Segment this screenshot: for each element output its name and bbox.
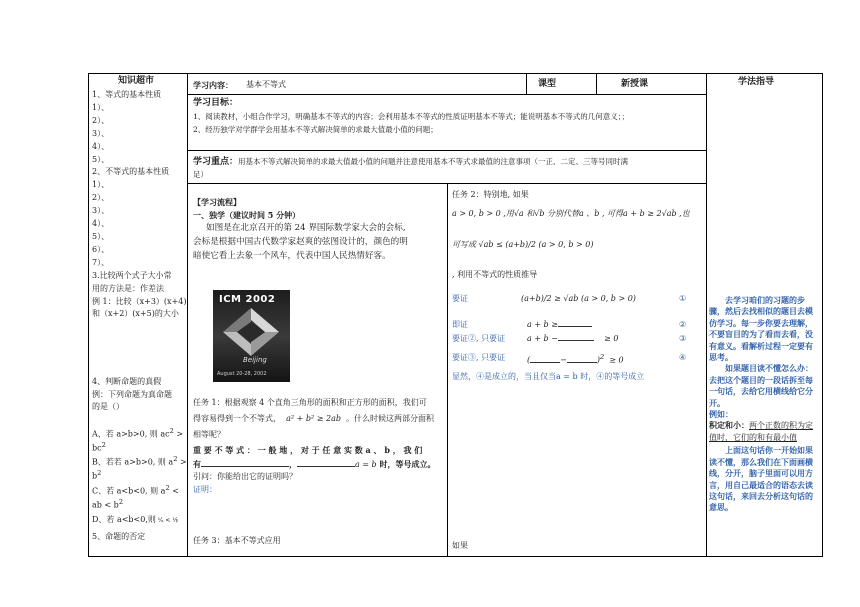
need-prove-label: 要证	[452, 294, 468, 303]
task2: 任务 2：特别地, 如果	[452, 190, 529, 199]
guide-paragraph-3: 上面这句话你一开始如果读不懂，那么我们在下面画横线，分开，脑子里面可以用方言，用自己最适合的语态去读这句话，来回去分析这句话的意思。	[709, 445, 813, 513]
task1-line1: 任务 1：根据观察 4 个直角三角形的面积和正方形的面积，我们可	[193, 398, 427, 407]
list-item: 1）、	[92, 102, 110, 112]
list-item: 7）、	[92, 257, 110, 267]
icm-logo	[213, 290, 290, 382]
step3-number: ③	[679, 334, 687, 343]
task1-line3: 相等呢？	[193, 430, 225, 439]
guide-paragraph-1: 去学习咱们的习题的步骤，然后去找相似的题目去模仿学习。每一步你要去理解，不要盲目的为了看而去看，没有意义。看解析过程一定要有思考。	[709, 295, 813, 363]
focus-line1: 学习重点：用基本不等式解决简单的求最大值最小值的问题并注意使用基本不等式求最值的注意事项（一正、二定、三等号同时满	[193, 157, 629, 167]
option-b-line1: B、若若 a>b>0, 则 $a^2$ >	[92, 455, 187, 467]
table-border-left	[88, 73, 89, 557]
task1-line2: 得容易得到一个不等式， a² + b² ≥ 2ab 。什么时候这两部分面积	[193, 414, 435, 423]
list-item: 4、判断命题的真假	[92, 377, 162, 386]
header-divider-1	[526, 73, 527, 95]
pinwheel-icon	[221, 306, 281, 358]
list-item: 6）、	[92, 244, 110, 254]
list-item: 1）、	[92, 180, 110, 190]
col-divider-middle	[447, 183, 448, 557]
inequality-formula: a² + b² ≥ 2ab	[283, 414, 344, 423]
conclusion: 显然，④是成立的，当且仅当a = b 时，④的等号成立	[452, 372, 645, 381]
goals-row-bottom	[187, 150, 706, 151]
focus-row-bottom	[187, 183, 706, 184]
list-item: 2、不等式的基本性质	[92, 167, 170, 177]
list-item: 4）、	[92, 141, 110, 151]
guide-example-label: 例如：	[709, 409, 733, 420]
list-item: 2）、	[92, 115, 110, 125]
flow-para1: 如图是在北京召开的第 24 界国际数学家大会的会标,	[206, 223, 406, 233]
guide-paragraph-2: 如果题目读不懂怎么办：去把这个题目的一段话拆至每一句话，去给它用横线给它分开。	[709, 363, 813, 408]
list-item: 和（x+2）(x+5)的大小	[92, 309, 179, 319]
step2-number: ②	[679, 320, 687, 329]
list-item: 3）、	[92, 206, 110, 216]
table-border-top	[88, 73, 823, 74]
content-label: 学习内容：	[193, 80, 233, 90]
list-item: 4）、	[92, 219, 110, 229]
list-item: 1、等式的基本性质	[92, 90, 162, 99]
col-divider-left	[187, 73, 188, 557]
col-divider-guide	[706, 73, 707, 557]
list-item: 5）、	[92, 154, 110, 164]
task3: 任务 3：基本不等式应用	[193, 536, 281, 545]
task2-line4: , 利用不等式的性质推导	[452, 270, 538, 279]
goals-line2: 2、经历独学对学群学会用基本不等式解决简单的求最大值最小值的问题；	[193, 125, 438, 134]
type-value: 新授课	[621, 79, 649, 89]
guide-rule: 积定和小：两个正数的积为定值时，它们的和有最小值	[709, 420, 813, 442]
flow-solo: 一、独学（建议时间 5 分钟）	[193, 210, 301, 220]
important-line1: 重 要 不 等 式 ： 一 般 地 ， 对 于 任 意 实 数 a 、 b ， 我 们	[193, 445, 423, 455]
intro-question: 引问：你能给出它的证明吗？	[193, 472, 297, 481]
step1-number: ①	[679, 294, 687, 303]
left-judge-question	[92, 376, 172, 414]
guide-header: 学法指导	[738, 77, 775, 87]
blank-1[interactable]	[201, 466, 289, 467]
ji-zheng-label: 即证	[452, 320, 468, 329]
blank-4[interactable]	[558, 340, 594, 341]
table-border-bottom	[88, 556, 823, 557]
need2-label: 要证②, 只要证	[452, 334, 506, 343]
option-c-line1: C、若 a<b<0, 则 $a^2$ <	[92, 483, 179, 496]
option-a-line1: A、若 a>b>0, 则 $ac^2$ >	[92, 427, 184, 439]
step4-formula: ( − )$^2$ ≥ 0	[527, 353, 624, 365]
task2-line2: a > 0, b > 0 ,用√a 和√b 分别代替a 、b , 可得a + b ≥ 2√ab ,也	[452, 209, 690, 218]
step1-formula: (a+b)/2 ≥ √ab (a > 0, b > 0)	[521, 294, 636, 303]
goals-line1: 1、阅读教材，小组合作学习，明确基本不等式的内容；会利用基本不等式的性质证明基本不等式；能说明基本不等式的几何意义；；	[193, 112, 630, 121]
option-c-line2: ab < $b^2$	[92, 497, 124, 510]
list-item: 3）、	[92, 128, 110, 138]
left-options	[92, 426, 187, 526]
step3-formula: a + b − ≥ 0	[527, 334, 619, 343]
type-label: 课型	[538, 79, 557, 89]
table-border-right	[822, 73, 823, 557]
list-item: 2）、	[92, 193, 110, 203]
left-knowledge-list	[92, 89, 186, 321]
step2-formula: a + b ≥	[527, 320, 592, 330]
need3-label: 要证③, 只要证	[452, 353, 506, 362]
list-item: 用的方法是：作差法	[92, 283, 164, 293]
option-d: D、若 a<b<0,则 ¹⁄ₐ < ¹⁄ᵦ	[92, 514, 178, 524]
logo-city: Beijing	[243, 356, 267, 364]
list-item: 的是（）	[92, 402, 124, 411]
list-item: 例：下列命题为真命题	[92, 389, 172, 399]
header-divider-2	[596, 73, 597, 95]
list-item: 例 1：比较（x+3）(x+4)	[92, 296, 187, 306]
header-row-bottom	[187, 94, 706, 95]
list-item: 3.比较两个式子大小常	[92, 270, 172, 280]
guide-text	[709, 295, 820, 514]
flow-para2: 会标是根据中国古代数学家赵爽的弦图设计的，颜色的明	[193, 237, 408, 247]
important-line2: 有 ， a = b 时，等号成立。	[193, 459, 436, 469]
logo-title: ICM 2002	[219, 294, 276, 305]
step4-number: ④	[679, 353, 687, 362]
list-item: 5）、	[92, 231, 110, 241]
task2-line3: 可写成 √ab ≤ (a+b)/2 (a > 0, b > 0)	[452, 240, 594, 249]
flow-title: 【学习流程】	[193, 197, 241, 207]
ruguo: 如果	[452, 541, 468, 550]
flow-para3: 暗使它看上去象一个风车，代表中国人民热情好客。	[193, 251, 391, 261]
option-a-line2: $bc^2$	[92, 441, 106, 453]
left-header: 知识超市	[118, 76, 155, 86]
logo-date: August 20-28, 2002	[217, 371, 267, 377]
option-b-line2: $b^2$	[92, 469, 102, 482]
content-value: 基本不等式	[246, 80, 286, 89]
blank-6[interactable]	[567, 362, 597, 363]
left-negation: 5、命题的否定	[92, 532, 146, 541]
focus-line2: 足）	[193, 170, 208, 179]
blank-5[interactable]	[530, 362, 560, 363]
proof-label: 证明：	[193, 485, 217, 494]
blank-3[interactable]	[558, 326, 592, 327]
goals-title: 学习目标：	[193, 98, 239, 108]
blank-2[interactable]	[297, 466, 355, 467]
